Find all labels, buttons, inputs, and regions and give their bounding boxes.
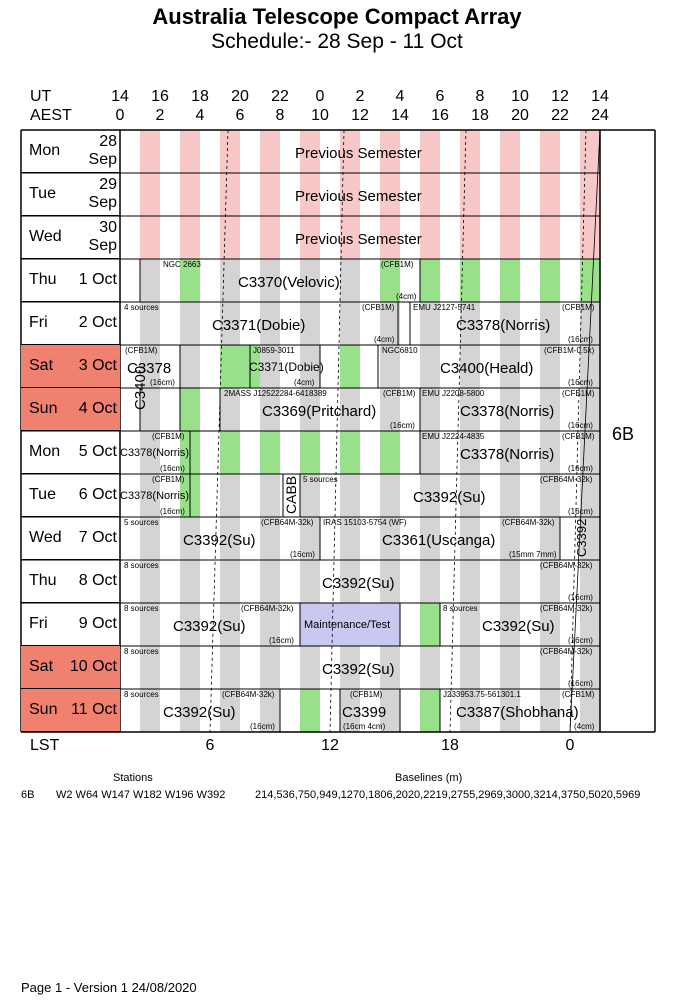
band-note: (15mm 7mm) [509,550,557,559]
day-label [21,173,120,216]
time-stripe [220,560,240,603]
time-stripe [500,560,520,603]
time-stripe-green [420,689,440,732]
time-stripe [180,302,200,345]
day-date: 6 Oct [78,486,117,503]
aest-tick: 16 [431,107,449,124]
day-date: 2 Oct [78,314,117,331]
day-date: 10 Oct [69,658,117,675]
band-note: (16cm) [568,464,593,473]
aest-tick: 22 [551,107,569,124]
project-label: C3392(Su) [322,575,395,592]
config-note: (CFB64M-32k) [502,518,555,527]
source-label: NGC6810 [382,346,418,355]
day-of-week: Wed [29,529,62,546]
day-date: 4 Oct [78,400,117,417]
time-stripe [260,130,280,173]
time-stripe [220,216,240,259]
time-stripe-green [180,388,200,431]
aest-tick: 6 [235,107,245,124]
time-stripe [180,130,200,173]
source-label: EMU J2224-4835 [422,432,485,441]
time-stripe-green [580,259,600,302]
band-note: (16cm) [390,421,415,430]
source-label: 8 sources [124,647,159,656]
day-of-week: Sat [29,357,54,374]
band-note: (16cm) [250,722,275,731]
time-stripe [260,646,280,689]
config-note: (CFB64M-32k) [540,561,593,570]
day-label [21,130,120,173]
aest-tick: 8 [275,107,285,124]
time-stripe [380,474,400,517]
band-note: (16cm) [568,507,593,516]
day-date: 5 Oct [78,443,117,460]
config-note: (CFB64M-32k) [261,518,314,527]
aest-tick: 20 [511,107,529,124]
source-label: 8 sources [124,690,159,699]
time-stripe-green [500,259,520,302]
time-stripe [260,474,280,517]
lst-tick: 18 [441,737,459,754]
time-stripe [540,173,560,216]
day-of-week: Fri [29,615,48,632]
project-label-vertical: C3392 [574,518,589,557]
time-stripe [140,130,160,173]
day-date: 8 Oct [78,572,117,589]
config-note: (CFB64M-32k) [222,690,275,699]
source-label: IRAS 15103-5754 (WF) [323,518,407,527]
source-label: NGC 2663 [163,260,201,269]
day-of-week: Tue [29,486,56,503]
day-of-week: Mon [29,142,61,159]
source-label: J233953.75-561301.1 [443,690,521,699]
stations-header: Stations [113,772,153,784]
time-stripe [140,259,160,302]
config-note: (CFB1M) [562,389,595,398]
day-label [21,259,120,302]
day-date: 9 Oct [78,615,117,632]
ut-tick: 14 [591,88,609,105]
previous-semester-3: Previous Semester [295,231,422,248]
day-label [21,216,120,259]
stations-list: W2 W64 W147 W182 W196 W392 [56,789,226,801]
time-stripe [180,560,200,603]
footer-config: 6B [21,789,35,801]
config-note: (CFB64M-32k) [540,604,593,613]
day-label [21,474,120,517]
band-note: (4cm) [374,335,395,344]
page-title: Australia Telescope Compact Array [152,4,522,29]
band-note: (16cm) [269,636,294,645]
project-label: C3387(Shobhana) [456,704,579,721]
page-subtitle: Schedule:- 28 Sep - 11 Oct [211,30,463,53]
time-stripe [260,560,280,603]
config-label: 6B [612,424,635,444]
ut-tick: 0 [315,88,325,105]
source-label: EMU J2127-5741 [413,303,476,312]
source-label: 8 sources [443,604,478,613]
day-label [21,388,120,431]
band-note: (16cm) [568,636,593,645]
project-label: C3371(Dobie) [212,317,306,334]
time-stripe [460,646,480,689]
day-of-week: Sun [29,400,58,417]
config-note: (CFB1M) [562,432,595,441]
aest-tick: 0 [115,107,125,124]
time-stripe-green [340,431,360,474]
band-note: (16cm) [568,378,593,387]
time-stripe-green [300,689,320,732]
source-label: 8 sources [124,604,159,613]
project-label: C3378(Norris) [120,447,190,459]
time-stripe-green [380,431,400,474]
config-note: (CFB1M) [381,260,414,269]
lst-tick: 6 [205,737,215,754]
time-stripe [340,259,360,302]
project-label: C3392(Su) [173,618,246,635]
day-label [21,517,120,560]
time-stripe [220,646,240,689]
day-label [21,345,120,388]
source-label: 5 sources [303,475,338,484]
day-date: 3 Oct [78,357,117,374]
day-of-week: Mon [29,443,61,460]
time-stripe [140,173,160,216]
day-of-week: Tue [29,185,56,202]
project-label-vertical: CABB [283,475,299,514]
source-label: 4 sources [124,303,159,312]
previous-semester-1: Previous Semester [295,145,422,162]
config-note: (CFB1M) [152,432,185,441]
time-stripe [500,130,520,173]
time-stripe-green [220,431,240,474]
band-note: (16cm) [568,421,593,430]
ut-tick: 6 [435,88,445,105]
time-stripe [180,216,200,259]
day-label [21,431,120,474]
time-stripe-green [540,259,560,302]
time-stripe-green [220,345,240,388]
project-label: C3378(Norris) [456,317,551,334]
band-note: (4cm) [574,722,595,731]
day-label [21,603,120,646]
time-stripe [180,173,200,216]
time-stripe [300,560,320,603]
day-of-week: Sun [29,701,58,718]
config-note: (CFB64M-32k) [540,647,593,656]
time-stripe [460,173,480,216]
band-note: (16cm) [568,679,593,688]
band-note: (16cm 4cm) [343,722,386,731]
project-label: C3392(Su) [413,489,486,506]
lst-tick: 0 [565,737,575,754]
day-date: 29 Sep [88,176,117,211]
day-label [21,689,120,732]
source-label: EMU J2208-5800 [422,389,485,398]
day-label [21,646,120,689]
source-label: 8 sources [124,561,159,570]
time-stripe [340,302,360,345]
band-note: (16cm) [568,335,593,344]
time-stripe [300,646,320,689]
time-stripe [460,130,480,173]
ut-tick: 20 [231,88,249,105]
aest-tick: 18 [471,107,489,124]
project-label: C3371(Dobie) [249,360,324,374]
day-label [21,302,120,345]
config-note: (CFB1M) [383,389,416,398]
day-of-week: Sat [29,658,54,675]
config-note: (CFB64M-32k) [540,475,593,484]
time-stripe [420,173,440,216]
ut-tick: 2 [355,88,365,105]
source-label: 2MASS J12522284-6418389 [224,389,327,398]
time-stripe [260,216,280,259]
lst-tick: 12 [321,737,339,754]
lst-label: LST [30,737,60,754]
ut-tick: 12 [551,88,569,105]
time-stripe-green [260,431,280,474]
day-label [21,560,120,603]
time-stripe [180,646,200,689]
time-stripe-green [420,603,440,646]
baselines-header: Baselines (m) [395,772,463,784]
day-date: 11 Oct [71,701,117,718]
time-stripe [420,216,440,259]
band-note: (4cm) [294,378,315,387]
config-note: (CFB1M) [362,303,395,312]
project-label: C3392(Su) [163,704,236,721]
config-note: (CFB64M-32k) [241,604,294,613]
time-stripe [420,560,440,603]
time-stripe-green [460,259,480,302]
ut-tick: 14 [111,88,129,105]
project-label: C3378(Norris) [460,403,555,420]
aest-tick: 14 [391,107,409,124]
ut-tick: 18 [191,88,209,105]
band-note: (16cm) [160,507,185,516]
band-note: (4cm) [396,292,417,301]
time-stripe [420,345,440,388]
time-stripe [500,173,520,216]
aest-tick: 12 [351,107,369,124]
ut-label: UT [30,88,52,105]
baselines-list: 214,536,750,949,1270,1806,2020,2219,2755,2969,3000,3214,3750,5020,5969 [255,789,641,801]
band-note: (16cm) [150,378,175,387]
time-stripe-green [340,345,360,388]
aest-tick: 2 [155,107,165,124]
project-label: C3392(Su) [183,532,256,549]
aest-tick: 4 [195,107,205,124]
aest-tick: 10 [311,107,329,124]
config-note: (CFB1M) [350,690,383,699]
project-label: C3370(Velovic) [238,274,340,291]
time-stripe [340,474,360,517]
page-version: Page 1 - Version 1 24/08/2020 [21,980,197,995]
project-label: C3378 [127,360,172,377]
band-note: (16cm) [160,464,185,473]
config-note: (CFB1M) [562,690,595,699]
time-stripe [140,216,160,259]
ut-tick: 4 [395,88,405,105]
day-date: 30 Sep [88,219,117,254]
project-label: C3399 [342,704,387,721]
project-label: C3378(Norris) [120,490,190,502]
time-stripe [420,130,440,173]
source-label: J0859-3011 [253,346,295,355]
time-stripe [220,259,240,302]
source-label: 5 sources [124,518,159,527]
config-note: (CFB1M) [152,475,185,484]
time-stripe [220,130,240,173]
ut-tick: 16 [151,88,169,105]
band-note: (16cm) [568,593,593,602]
day-of-week: Thu [29,271,57,288]
time-stripe [540,216,560,259]
previous-semester-2: Previous Semester [295,188,422,205]
time-stripe [460,560,480,603]
day-date: 28 Sep [88,133,117,168]
time-stripe [220,173,240,216]
ut-tick: 22 [271,88,289,105]
time-stripe [260,173,280,216]
day-of-week: Fri [29,314,48,331]
day-of-week: Thu [29,572,57,589]
maintenance-label: Maintenance/Test [304,619,391,631]
day-date: 7 Oct [78,529,117,546]
ut-tick: 8 [475,88,485,105]
project-label: C3369(Pritchard) [262,403,377,420]
project-label: C3361(Uscanga) [382,532,496,549]
time-stripe [500,216,520,259]
time-stripe [500,474,520,517]
time-stripe-green [420,259,440,302]
config-note: (CFB1M-0.5k) [544,346,595,355]
time-stripe [590,173,600,216]
aest-label: AEST [30,107,72,124]
band-note: (16cm) [290,550,315,559]
config-note: (CFB1M) [562,303,595,312]
project-label: C3400(Heald) [440,360,534,377]
time-stripe [500,646,520,689]
ut-tick: 10 [511,88,529,105]
config-note: (CFB1M) [125,346,158,355]
day-of-week: Wed [29,228,62,245]
time-stripe [220,474,240,517]
time-stripe [540,130,560,173]
project-label: C3392(Su) [322,661,395,678]
time-stripe [180,345,200,388]
aest-tick: 24 [591,107,609,124]
time-stripe [420,646,440,689]
time-stripe-green [300,431,320,474]
project-label: C3392(Su) [482,618,555,635]
day-date: 1 Oct [78,271,117,288]
project-label: C3378(Norris) [460,446,555,463]
project-label-vertical: C3400 [132,365,149,410]
